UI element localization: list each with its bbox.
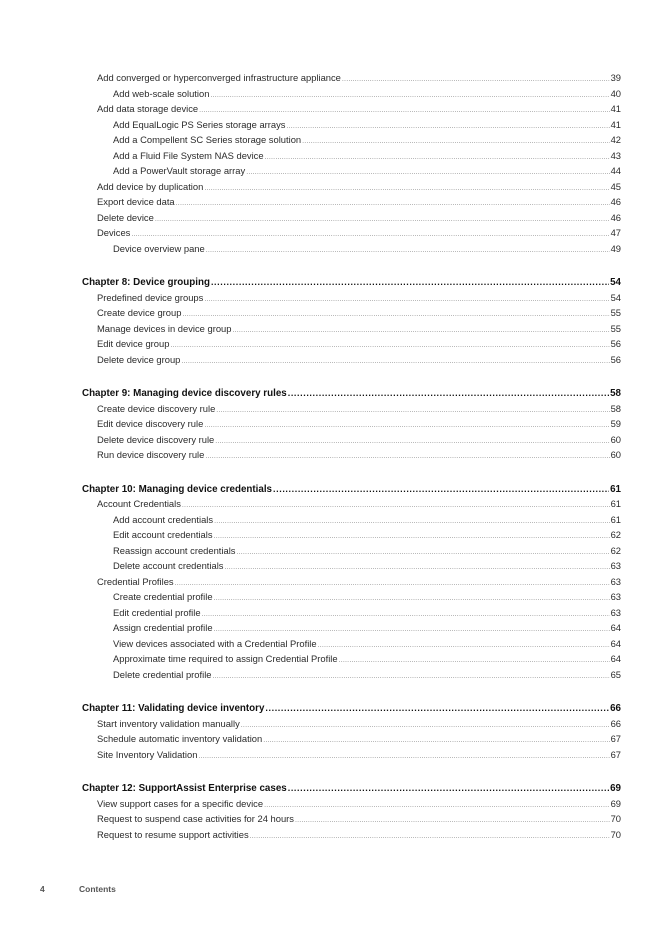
toc-entry[interactable]: Devices ..... 47 xyxy=(97,227,621,241)
toc-entry[interactable]: Request to resume support activities ..... 70 xyxy=(97,829,621,843)
toc-entry[interactable]: Delete credential profile ..... 65 xyxy=(113,669,621,683)
toc-entry[interactable]: View support cases for a specific device ..... 69 xyxy=(97,798,621,812)
toc-entry[interactable]: Request to suspend case activities for 24 hours ..... 70 xyxy=(97,813,621,827)
toc-entry[interactable]: Add a Fluid File System NAS device ..... 43 xyxy=(113,150,621,164)
toc-entry[interactable]: Reassign account credentials ..... 62 xyxy=(113,545,621,559)
toc-chapter[interactable]: Chapter 10: Managing device credentials ..... 61 xyxy=(82,483,621,496)
toc-entry[interactable]: Add EqualLogic PS Series storage arrays ..... 41 xyxy=(113,119,621,133)
toc-entry[interactable]: Manage devices in device group ..... 55 xyxy=(97,323,621,337)
toc-entry[interactable]: Create device discovery rule ..... 58 xyxy=(97,403,621,417)
toc-entry[interactable]: Schedule automatic inventory validation ..... 67 xyxy=(97,733,621,747)
toc-entry[interactable]: Add a Compellent SC Series storage solution ..... 42 xyxy=(113,134,621,148)
toc-entry[interactable]: Start inventory validation manually ..... 66 xyxy=(97,718,621,732)
toc-entry[interactable]: Delete device group ..... 56 xyxy=(97,354,621,368)
toc-entry[interactable]: Assign credential profile ..... 64 xyxy=(113,622,621,636)
toc-entry[interactable]: Delete device discovery rule ..... 60 xyxy=(97,434,621,448)
toc-chapter[interactable]: Chapter 11: Validating device inventory ..... 66 xyxy=(82,702,621,715)
toc-entry[interactable]: Add account credentials ..... 61 xyxy=(113,514,621,528)
toc-entry[interactable]: Delete device ..... 46 xyxy=(97,212,621,226)
toc-entry[interactable]: Edit device discovery rule ..... 59 xyxy=(97,418,621,432)
toc-chapter[interactable]: Chapter 12: SupportAssist Enterprise cases ..... 69 xyxy=(82,782,621,795)
toc-entry[interactable]: Delete account credentials ..... 63 xyxy=(113,560,621,574)
toc-entry[interactable]: Approximate time required to assign Credential Profile ..... 64 xyxy=(113,653,621,667)
toc-entry[interactable]: Edit account credentials ..... 62 xyxy=(113,529,621,543)
toc-entry[interactable]: Edit device group ..... 56 xyxy=(97,338,621,352)
toc-chapter[interactable]: Chapter 9: Managing device discovery rules ..... 58 xyxy=(82,387,621,400)
toc-entry[interactable]: Add data storage device ..... 41 xyxy=(97,103,621,117)
toc-entry[interactable]: Create credential profile ..... 63 xyxy=(113,591,621,605)
toc-entry[interactable]: Account Credentials ..... 61 xyxy=(97,498,621,512)
footer-section-label: Contents xyxy=(79,884,116,894)
toc-entry[interactable]: Predefined device groups ..... 54 xyxy=(97,292,621,306)
page-number: 4 xyxy=(40,884,45,894)
toc-entry[interactable]: Site Inventory Validation ..... 67 xyxy=(97,749,621,763)
toc-entry[interactable]: Credential Profiles ..... 63 xyxy=(97,576,621,590)
toc-entry[interactable]: Export device data ..... 46 xyxy=(97,196,621,210)
toc-entry[interactable]: Add device by duplication ..... 45 xyxy=(97,181,621,195)
toc-entry[interactable]: Create device group ..... 55 xyxy=(97,307,621,321)
toc-entry[interactable]: Device overview pane ..... 49 xyxy=(113,243,621,257)
toc-entry[interactable]: Edit credential profile ..... 63 xyxy=(113,607,621,621)
toc-chapter[interactable]: Chapter 8: Device grouping ..... 54 xyxy=(82,276,621,289)
toc-entry[interactable]: Run device discovery rule ..... 60 xyxy=(97,449,621,463)
toc-entry[interactable]: Add a PowerVault storage array ..... 44 xyxy=(113,165,621,179)
toc-entry[interactable]: View devices associated with a Credential Profile ..... 64 xyxy=(113,638,621,652)
toc-entry[interactable]: Add web-scale solution ..... 40 xyxy=(113,88,621,102)
toc-entry[interactable]: Add converged or hyperconverged infrastructure appliance ..... 39 xyxy=(97,72,621,86)
